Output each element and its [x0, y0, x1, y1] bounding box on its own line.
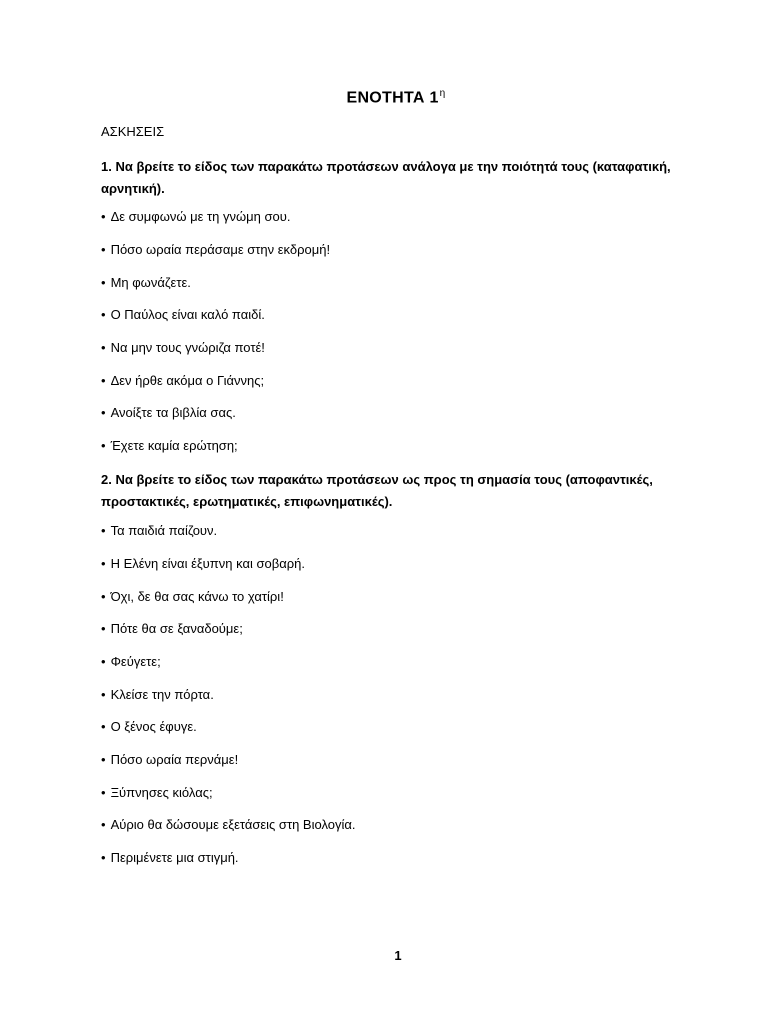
exercise-1-item-text: Δε συμφωνώ με τη γνώμη σου.	[110, 209, 291, 224]
exercise-2-item	[101, 784, 213, 802]
exercise-2-item	[101, 849, 239, 867]
exercise-1-item	[101, 437, 238, 455]
exercise-2-item	[101, 718, 197, 736]
exercise-1-item	[101, 372, 264, 390]
bullet: •	[101, 373, 106, 388]
exercise-1-item-text: Να μην τους γνώριζα ποτέ!	[110, 340, 265, 355]
section-label: ΑΣΚΗΣΕΙΣ	[101, 124, 165, 139]
bullet: •	[101, 523, 106, 538]
bullet: •	[101, 752, 106, 767]
bullet: •	[101, 785, 106, 800]
bullet: •	[101, 850, 106, 865]
exercise-1-prompt: 1. Να βρείτε το είδος των παρακάτω προτάσεων ανάλογα με την ποιότητά τους (καταφατική, αρνητική).	[101, 159, 671, 196]
bullet: •	[101, 556, 106, 571]
bullet: •	[101, 209, 106, 224]
page-title-text: ΕΝΟΤΗΤΑ 1	[346, 89, 439, 107]
page-number: 1	[394, 948, 402, 963]
exercise-1-item	[101, 404, 236, 422]
page-title	[0, 88, 768, 107]
exercise-2-item	[101, 686, 214, 704]
exercise-2-item-text: Όχι, δε θα σας κάνω το χατίρι!	[110, 589, 284, 604]
exercise-1-item-text: Μη φωνάζετε.	[110, 275, 191, 290]
exercise-2-item-text: Περιμένετε μια στιγμή.	[110, 850, 239, 865]
exercise-1-item	[101, 306, 265, 324]
bullet: •	[101, 719, 106, 734]
bullet: •	[101, 654, 106, 669]
bullet: •	[101, 589, 106, 604]
exercise-2-item-text: Η Ελένη είναι έξυπνη και σοβαρή.	[110, 556, 305, 571]
exercise-2-item	[101, 555, 305, 573]
exercise-1-item-text: Πόσο ωραία περάσαμε στην εκδρομή!	[110, 242, 331, 257]
exercise-1-item	[101, 339, 265, 357]
bullet: •	[101, 340, 106, 355]
bullet: •	[101, 242, 106, 257]
exercise-2-item-text: Κλείσε την πόρτα.	[110, 687, 214, 702]
exercise-2-item	[101, 751, 238, 769]
exercise-2-item	[101, 522, 217, 540]
exercise-2-item-text: Ο ξένος έφυγε.	[110, 719, 197, 734]
exercise-2-item	[101, 653, 161, 671]
exercise-2-item-text: Ξύπνησες κιόλας;	[110, 785, 213, 800]
exercise-2-prompt: 2. Να βρείτε το είδος των παρακάτω προτάσεων ως προς τη σημασία τους (αποφαντικές, προστακτικές, ερωτηματικές, επιφωνηματικές).	[101, 472, 653, 509]
exercise-1-item	[101, 241, 330, 259]
exercise-1-item-text: Δεν ήρθε ακόμα ο Γιάννης;	[110, 373, 265, 388]
exercise-1-item	[101, 274, 191, 292]
exercise-2-item-text: Τα παιδιά παίζουν.	[110, 523, 218, 538]
bullet: •	[101, 275, 106, 290]
exercise-1-item	[101, 208, 290, 226]
bullet: •	[101, 307, 106, 322]
exercise-2-item	[101, 816, 356, 834]
exercise-1-item-text: Ανοίξτε τα βιβλία σας.	[110, 405, 236, 420]
bullet: •	[101, 621, 106, 636]
exercise-2-item-text: Πόσο ωραία περνάμε!	[110, 752, 239, 767]
exercise-2-item-text: Φεύγετε;	[110, 654, 161, 669]
exercise-1-item-text: Έχετε καμία ερώτηση;	[110, 438, 238, 453]
exercise-2-item	[101, 588, 284, 606]
bullet: •	[101, 687, 106, 702]
exercise-2-item-text: Πότε θα σε ξαναδούμε;	[110, 621, 243, 636]
page-title-superscript: η	[439, 88, 446, 99]
bullet: •	[101, 817, 106, 832]
bullet: •	[101, 405, 106, 420]
exercise-1-item-text: Ο Παύλος είναι καλό παιδί.	[110, 307, 265, 322]
exercise-2-item-text: Αύριο θα δώσουμε εξετάσεις στη Βιολογία.	[110, 817, 356, 832]
bullet: •	[101, 438, 106, 453]
exercise-2-item	[101, 620, 243, 638]
